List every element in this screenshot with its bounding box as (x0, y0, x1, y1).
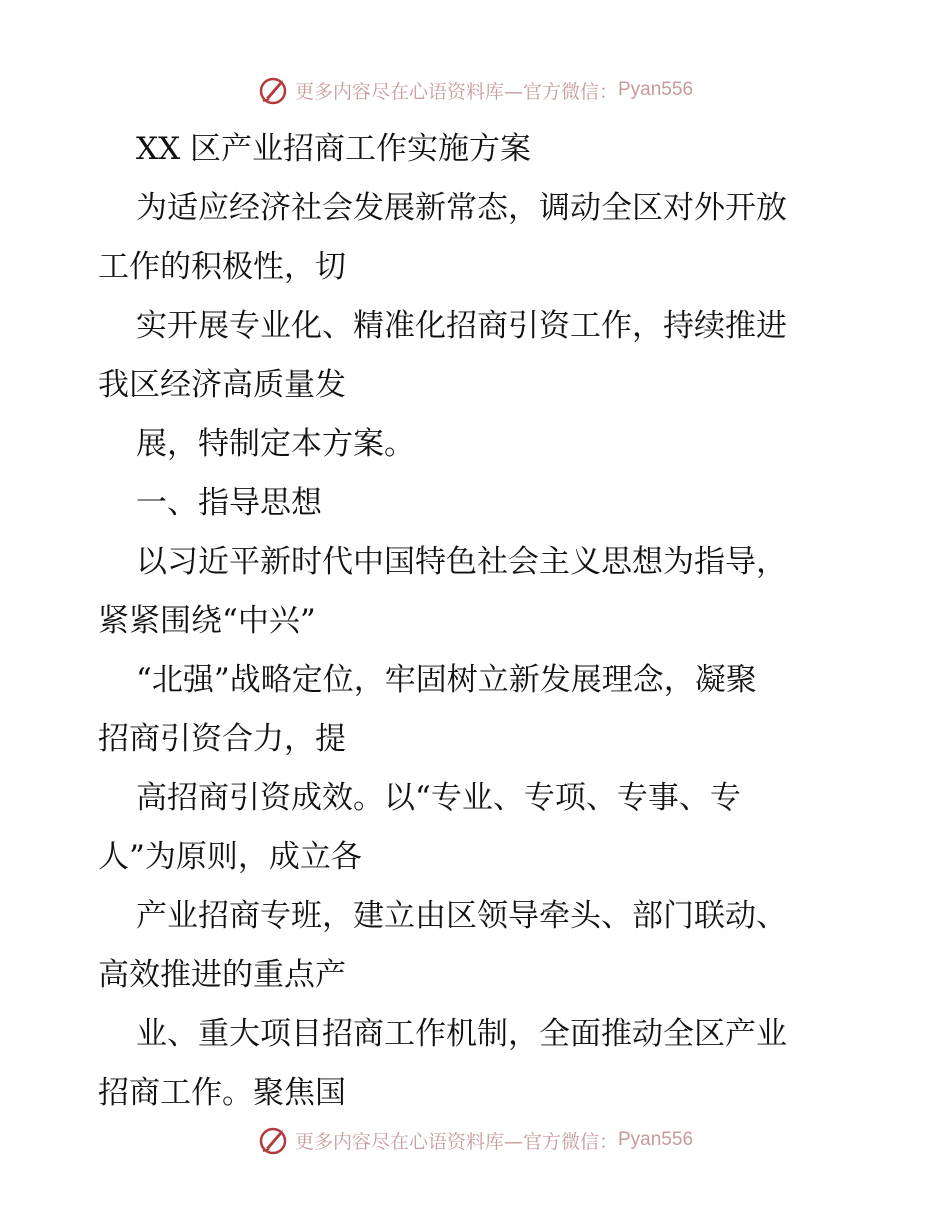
quill-pen-logo-icon (257, 74, 289, 106)
document-body (98, 120, 858, 1123)
text-line: 业、重大项目招商工作机制，全面推动全区产业 (136, 1016, 787, 1052)
watermark-text: 更多内容尽在心语资料库—官方微信： (294, 80, 618, 103)
text-line: 展，特制定本方案。 (136, 426, 415, 462)
text-line: 招商工作。聚焦国 (98, 1075, 346, 1111)
text-line: 工作的积极性，切 (98, 249, 346, 285)
text-line: 一、指导思想 (136, 485, 322, 521)
text-line: 紧紧围绕“中兴” (98, 603, 316, 639)
watermark-text: 更多内容尽在心语资料库—官方微信： (294, 1130, 618, 1153)
header-watermark (0, 70, 950, 110)
footer-watermark (0, 1120, 950, 1160)
text-line: 实开展专业化、精准化招商引资工作，持续推进 (136, 308, 787, 344)
text-line: 产业招商专班，建立由区领导牵头、部门联动、 (136, 898, 787, 934)
watermark-wechat-id: Pyan556 (618, 1129, 694, 1150)
text-line: 人”为原则，成立各 (98, 839, 362, 875)
text-line: 以习近平新时代中国特色社会主义思想为指导， (136, 544, 787, 580)
text-line: 我区经济高质量发 (98, 367, 346, 403)
quill-pen-logo-icon (257, 1124, 289, 1156)
watermark-wechat-id: Pyan556 (618, 79, 694, 100)
text-line: 招商引资合力，提 (98, 721, 346, 757)
text-line: 高招商引资成效。以“专业、专项、专事、专 (136, 780, 741, 816)
document-title: XX 区产业招商工作实施方案 (136, 131, 531, 167)
text-line: “北强”战略定位，牢固树立新发展理念，凝聚 (136, 662, 757, 698)
text-line: 为适应经济社会发展新常态，调动全区对外开放 (136, 190, 787, 226)
text-line: 高效推进的重点产 (98, 957, 346, 993)
